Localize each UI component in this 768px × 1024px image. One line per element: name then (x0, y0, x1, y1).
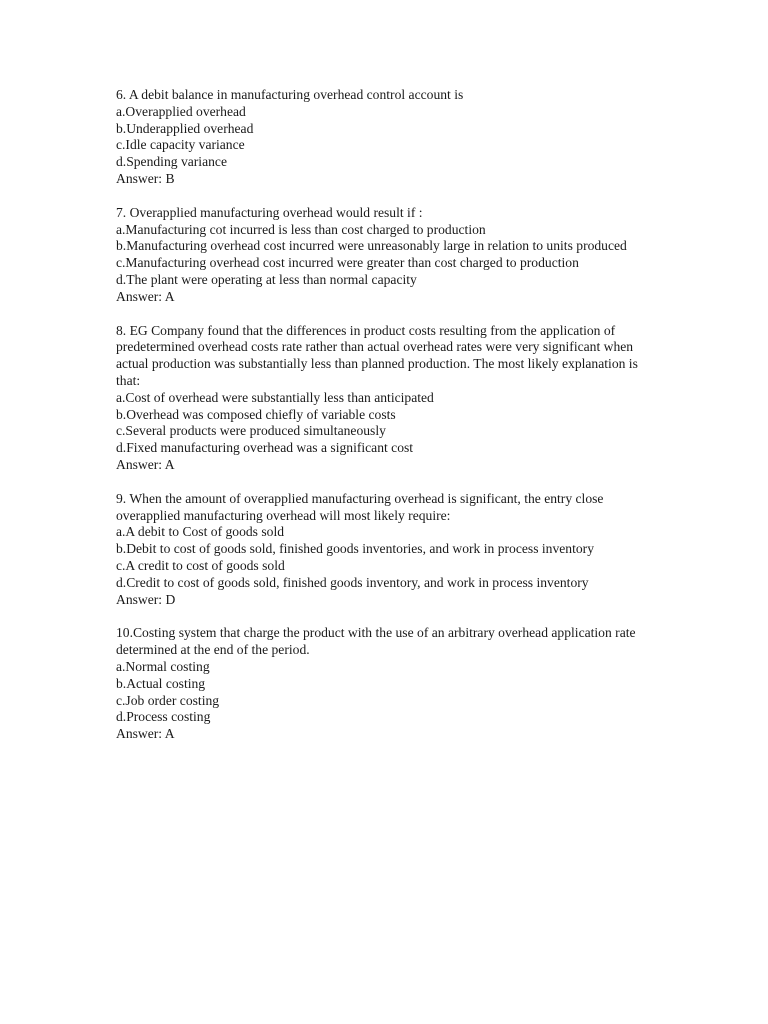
question-stem: 10.Costing system that charge the product with the use of an arbitrary overhead application rate determined at the end of the period. (116, 625, 636, 658)
answer-line: Answer: B (116, 170, 175, 186)
option-b: b.Manufacturing overhead cost incurred were unreasonably large in relation to units produced (116, 238, 627, 254)
question-stem: 9. When the amount of overapplied manufacturing overhead is significant, the entry close overapplied manufacturing overhead will most likely require: (116, 490, 604, 523)
question-6 (116, 87, 656, 188)
option-c: c.Several products were produced simultaneously (116, 423, 386, 439)
question-stem: 8. EG Company found that the differences in product costs resulting from the application of predetermined overhead costs rate rather than actual overhead rates were very significant when actual production was substantially less than planned production. The most likely explanation is that: (116, 322, 638, 388)
option-d: d.The plant were operating at less than normal capacity (116, 271, 417, 287)
question-7 (116, 205, 656, 306)
option-b: b.Debit to cost of goods sold, finished goods inventories, and work in process inventory (116, 541, 594, 557)
answer-line: Answer: A (116, 288, 175, 304)
option-a: a.A debit to Cost of goods sold (116, 524, 285, 540)
question-8 (116, 323, 656, 474)
option-c: c.A credit to cost of goods sold (116, 557, 285, 573)
option-c: c.Idle capacity variance (116, 137, 245, 153)
question-stem: 6. A debit balance in manufacturing overhead control account is (116, 87, 464, 102)
answer-line: Answer: A (116, 726, 175, 742)
option-d: d.Fixed manufacturing overhead was a significant cost (116, 440, 414, 456)
answer-line: Answer: A (116, 456, 175, 472)
option-d: d.Credit to cost of goods sold, finished goods inventory, and work in process inventory (116, 574, 589, 590)
option-c: c.Job order costing (116, 692, 220, 708)
question-10 (116, 625, 656, 743)
option-a: a.Normal costing (116, 658, 210, 674)
option-a: a.Cost of overhead were substantially less than anticipated (116, 389, 434, 405)
option-a: a.Overapplied overhead (116, 103, 246, 119)
option-a: a.Manufacturing cot incurred is less than cost charged to production (116, 221, 486, 237)
question-9 (116, 491, 656, 609)
option-b: b.Overhead was composed chiefly of variable costs (116, 406, 396, 422)
option-b: b.Actual costing (116, 675, 206, 691)
answer-line: Answer: D (116, 591, 176, 607)
option-b: b.Underapplied overhead (116, 120, 254, 136)
option-c: c.Manufacturing overhead cost incurred were greater than cost charged to production (116, 255, 579, 271)
option-d: d.Spending variance (116, 154, 227, 170)
question-stem: 7. Overapplied manufacturing overhead would result if : (116, 204, 423, 220)
option-d: d.Process costing (116, 709, 211, 725)
document-page (116, 87, 656, 760)
